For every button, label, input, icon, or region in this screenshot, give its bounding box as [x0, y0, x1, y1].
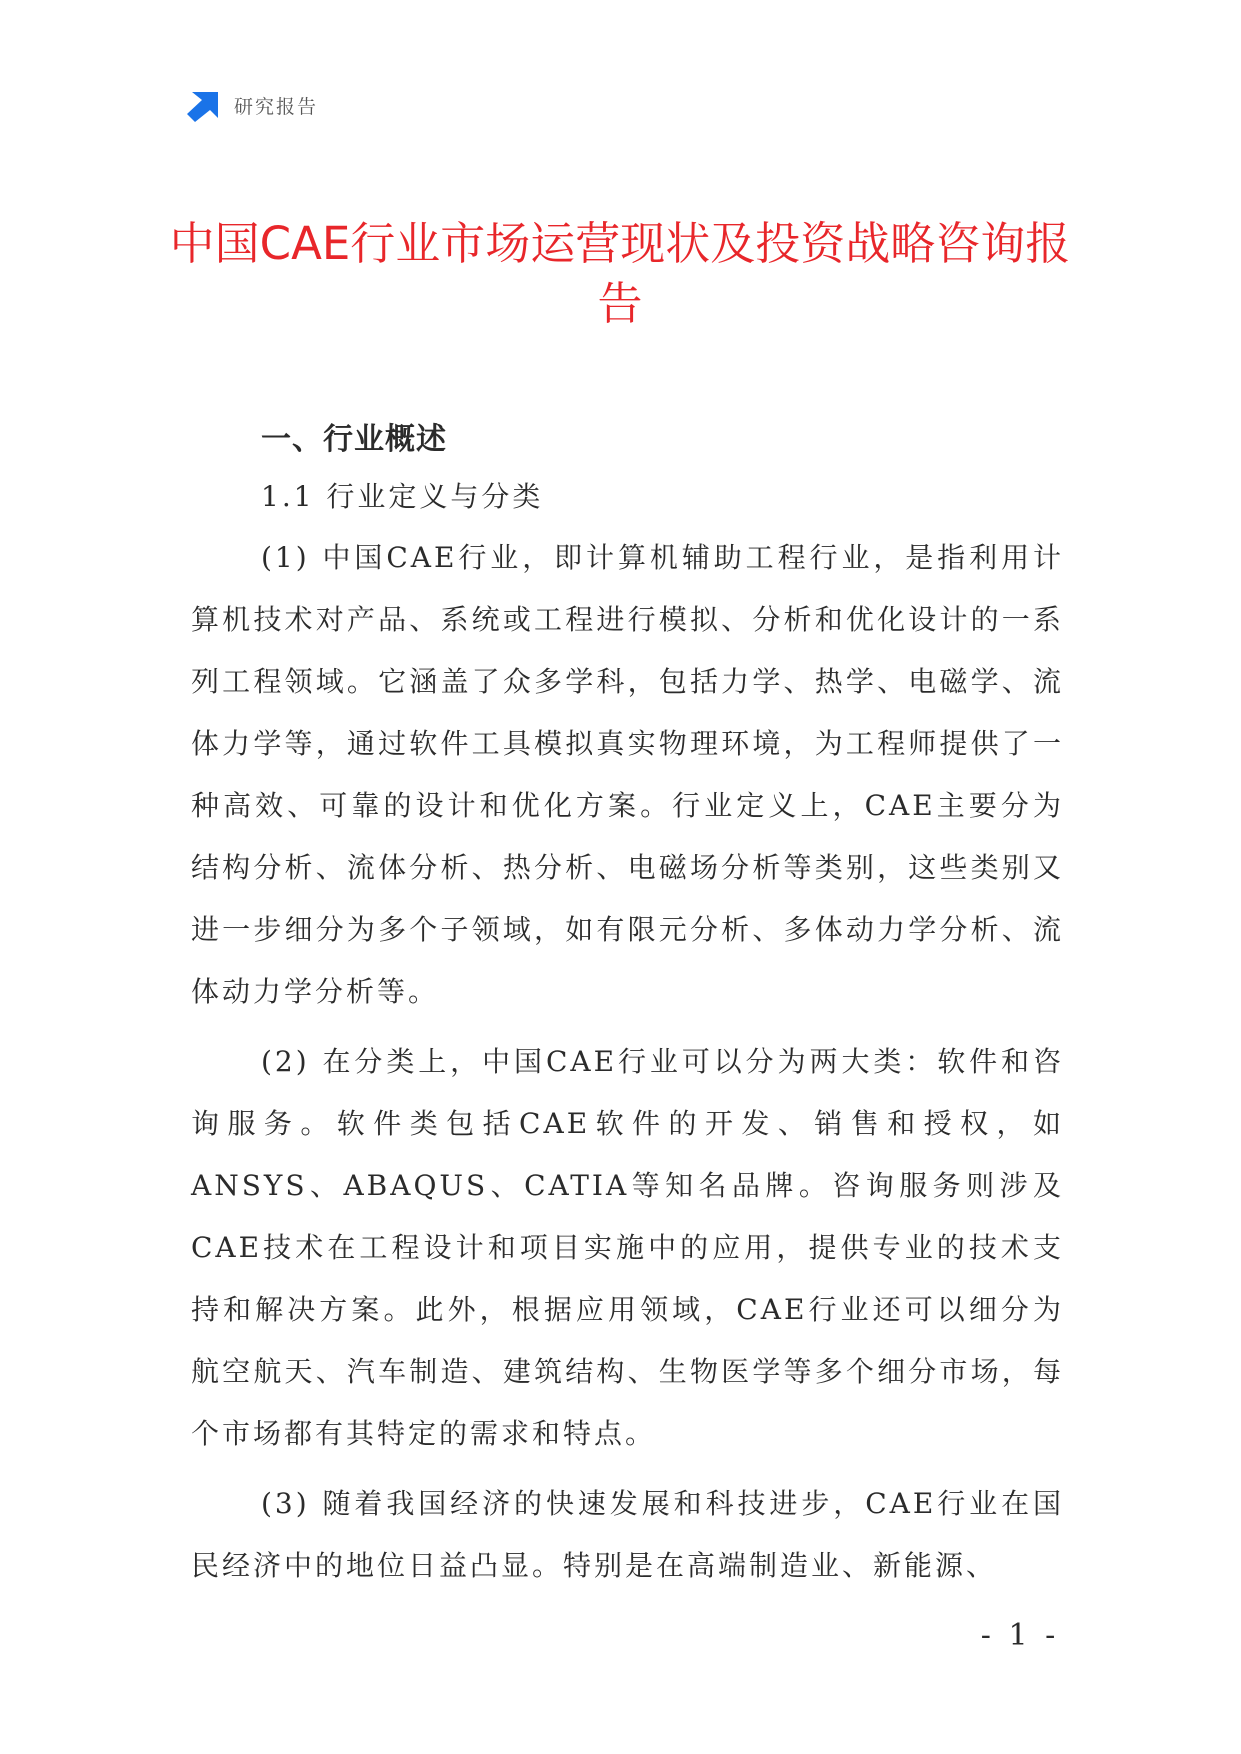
paragraph-2: (2) 在分类上，中国CAE行业可以分为两大类：软件和咨询服务。软件类包括CAE软件的开发、销售和授权，如ANSYS、ABAQUS、CATIA等知名品牌。咨询服务则涉及CAE技术在工程设计和项目实施中的应用，提供专业的技术支持和解决方案。此外，根据应用领域，CAE行业还可以细分为航空航天、汽车制造、建筑结构、生物医学等多个细分市场，每个市场都有其特定的需求和特点。	[191, 1045, 1064, 1450]
arrow-up-right-icon	[186, 88, 222, 122]
page-number: - 1 -	[980, 1618, 1060, 1653]
section-heading: 一、行业概述	[261, 422, 447, 457]
document-title: 中国CAE行业市场运营现状及投资战略咨询报告	[169, 217, 1071, 330]
subsection-heading: 1.1 行业定义与分类	[261, 480, 544, 513]
page-header	[186, 88, 318, 122]
paragraph-1: (1) 中国CAE行业，即计算机辅助工程行业，是指利用计算机技术对产品、系统或工程进行模拟、分析和优化设计的一系列工程领域。它涵盖了众多学科，包括力学、热学、电磁学、流体力学等，通过软件工具模拟真实物理环境，为工程师提供了一种高效、可靠的设计和优化方案。行业定义上，CAE主要分为结构分析、流体分析、热分析、电磁场分析等类别，这些类别又进一步细分为多个子领域，如有限元分析、多体动力学分析、流体动力学分析等。	[191, 541, 1064, 1008]
document-body	[191, 417, 1064, 1597]
paragraph-3: (3) 随着我国经济的快速发展和科技进步，CAE行业在国民经济中的地位日益凸显。特别是在高端制造业、新能源、	[191, 1487, 1064, 1582]
header-label: 研究报告	[234, 95, 319, 118]
